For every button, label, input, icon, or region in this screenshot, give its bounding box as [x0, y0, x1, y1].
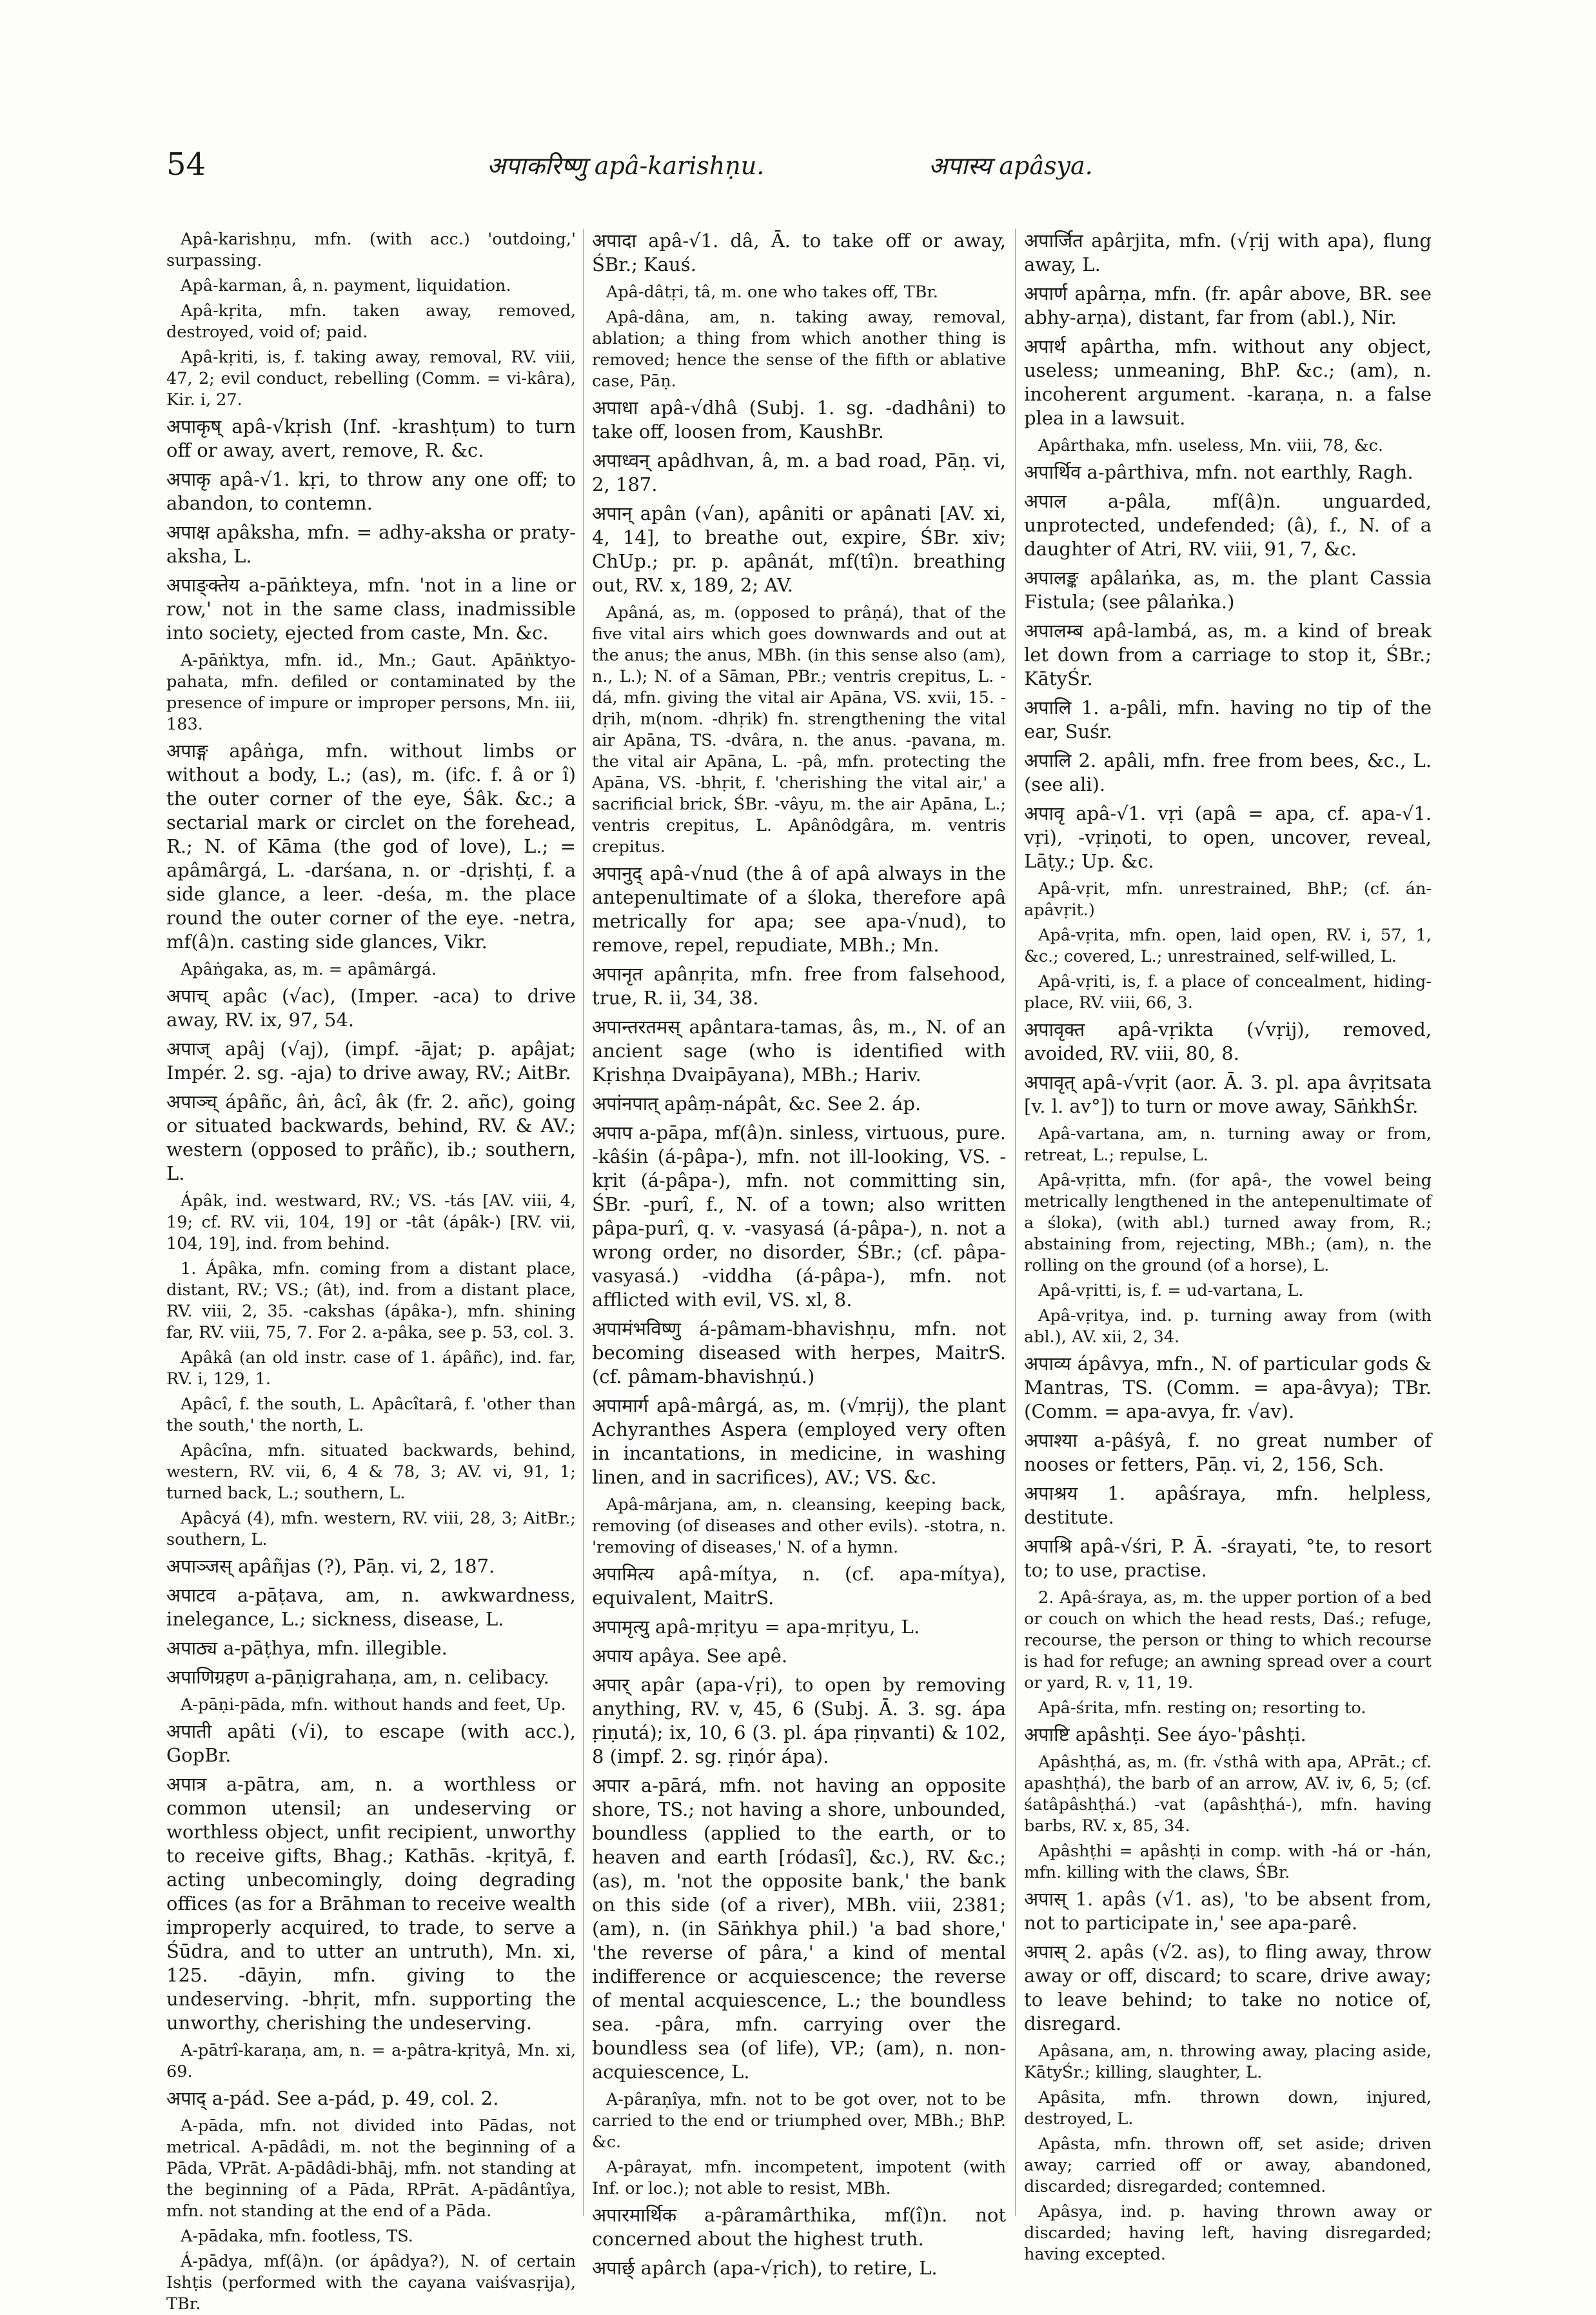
dictionary-entry: A-pādaka, mfn. footless, TS. [181, 2227, 413, 2246]
dictionary-entry: Apâṅgaka, as, m. = apâmârgá. [181, 960, 437, 979]
dictionary-entry: Apâ-vṛiti, is, f. a place of concealment, hiding-place, RV. viii, 66, 3. [1024, 972, 1432, 1013]
dictionary-entry: Apâ-vṛit, mfn. unrestrained, BhP.; (cf. án-apâvṛit.) [1024, 879, 1432, 920]
dictionary-entry: Apâ-vartana, am, n. turning away or from, retreat, L.; repulse, L. [1024, 1124, 1432, 1165]
dictionary-entry: अपान्तरतमस् apântara-tamas, âs, m., N. of an ancient sage (who is identified with Kṛishṇa Dvaipāyana), MBh.; Hariv. [592, 1016, 1006, 1086]
dictionary-entry: Apâ-vṛitta, mfn. (for apâ-, the vowel being metrically lengthened in the antepenultimate of a śloka), (with abl.) turned away from, R.; abstaining from, rejecting, MBh.; (am), n. the rolling on the ground (of a horse), L. [1024, 1171, 1432, 1275]
dictionary-entry: अपाज् apâj (√aj), (impf. -ājat; p. apâjat; Impér. 2. sg. -aja) to drive away, RV.; AitBr. [166, 1038, 576, 1084]
dictionary-entry: अपावृ apâ-√1. vṛi (apâ = apa, cf. apa-√1. vṛi), -vṛiṇoti, to open, uncover, reveal, Lāṭy.; Up. &c. [1024, 802, 1432, 872]
dictionary-entry: A-pāṅktya, mfn. id., Mn.; Gaut. Apāṅktyo-pahata, mfn. defiled or contaminated by the presence of impure or improper persons, Mn. iii, 183. [166, 651, 576, 734]
running-head-left: अपाकरिष्णु apâ-karishṇu. [487, 152, 765, 180]
dictionary-entry: A-pârayat, mfn. incompetent, impotent (with Inf. or loc.); not able to resist, MBh. [592, 2158, 1006, 2198]
column-1 [166, 229, 576, 2314]
dictionary-entry: अपालि 2. apâli, mfn. free from bees, &c., L. (see ali). [1024, 750, 1432, 795]
dictionary-entry: Apâ-vṛitti, is, f. = ud-vartana, L. [1038, 1281, 1304, 1300]
dictionary-entry: अपामृत्यु apâ-mṛityu = apa-mṛityu, L. [592, 1616, 920, 1638]
dictionary-entry: Apâsta, mfn. thrown off, set aside; driven away; carried off or away, abandoned, discarded; disregarded; contemned. [1024, 2134, 1432, 2196]
dictionary-entry: Apâ-karishṇu, mfn. (with acc.) 'outdoing,' surpassing. [166, 230, 576, 270]
dictionary-entry: 2. Apâ-śraya, as, m. the upper portion of a bed or couch on which the head rests, Daś.; refuge, recourse, the person or thing to which recourse is had for refuge; an awning spread over a court or yard, R. v, 11, 19. [1024, 1588, 1432, 1693]
dictionary-entry: अपाधा apâ-√dhâ (Subj. 1. sg. -dadhâni) to take off, loosen from, KaushBr. [592, 397, 1006, 442]
dictionary-entry: अपास् 1. apâs (√1. as), 'to be absent from, not to participate in,' see apa-parê. [1024, 1888, 1432, 1934]
dictionary-entry: Apâ-dâna, am, n. taking away, removal, ablation; a thing from which another thing is removed; hence the sense of the fifth or ablative case, Pāṇ. [592, 308, 1006, 391]
dictionary-entry: अपाय apâya. See apê. [592, 1645, 788, 1667]
dictionary-entry: अपार् apâr (apa-√ṛi), to open by removing anything, RV. v, 45, 6 (Subj. Ā. 3. sg. ápa ṛiṇutá); ix, 10, 6 (3. pl. ápa ṛiṇvanti) & 102, 8 (impf. 2. sg. ṛiṇór ápa). [592, 1674, 1006, 1767]
dictionary-entry: Apâsana, am, n. throwing away, placing aside, KātyŚr.; killing, slaughter, L. [1024, 2042, 1432, 2082]
dictionary-entry: अपाकृष् apâ-√kṛish (Inf. -krashṭum) to turn off or away, avert, remove, R. &c. [166, 415, 576, 461]
dictionary-entry: अपाञ्च् ápâñc, âṅ, âcî, âk (fr. 2. añc), going or situated backwards, behind, RV. & AV.; western (opposed to prâñc), ib.; southern, L. [166, 1091, 576, 1184]
dictionary-entry: अपावृक्त apâ-vṛikta (√vṛij), removed, avoided, RV. viii, 80, 8. [1024, 1018, 1432, 1064]
dictionary-entry: A-pātrî-karaṇa, am, n. = a-pâtra-kṛityâ, Mn. xi, 69. [166, 2041, 576, 2082]
dictionary-entry: अपाङ्क्तेय a-pāṅkteya, mfn. 'not in a line or row,' not in the same class, inadmissible into society, ejected from caste, Mn. &c. [166, 574, 576, 644]
dictionary-entry: Apâsita, mfn. thrown down, injured, destroyed, L. [1024, 2088, 1432, 2129]
dictionary-entry: Apâcî, f. the south, L. Apâcîtarâ, f. 'other than the south,' the north, L. [166, 1395, 576, 1435]
dictionary-entry: Apâ-vṛita, mfn. open, laid open, RV. i, 57, 1, &c.; covered, L.; unrestrained, self-willed, L. [1024, 926, 1432, 966]
dictionary-entry: अपालम्ब apâ-lambá, as, m. a kind of break let down from a carriage to stop it, ŚBr.; KātyŚr. [1024, 620, 1432, 690]
dictionary-entry: Apâcyá (4), mfn. western, RV. viii, 28, 3; AitBr.; southern, L. [166, 1509, 576, 1549]
dictionary-entry: अपालङ्क apâlaṅka, as, m. the plant Cassia Fistula; (see pâlaṅka.) [1024, 567, 1432, 613]
dictionary-entry: अपाध्वन् apâdhvan, â, m. a bad road, Pāṇ. vi, 2, 187. [592, 450, 1006, 495]
dictionary-entry: अपार a-pārá, mfn. not having an opposite shore, TS.; not having a shore, unbounded, boundless (applied to the earth, or to heaven and earth [ródasî], &c.), RV. &c.; (as), m. 'not the opposite bank,' the bank on this side (of a river), MBh. viii, 2381; (am), n. (in Sāṅkhya phil.) 'a bad shore,' 'the reverse of pâra,' a kind of mental indifference or acquiescence; the reverse of mental acquiescence, L.; the boundless sea. -pâra, mfn. carrying over the boundless sea (of life), VP.; (am), n. non-acquiescence, L. [592, 1774, 1006, 2083]
dictionary-entry: A-pâraṇîya, mfn. not to be got over, not to be carried to the end or triumphed over, MBh.; BhP. &c. [592, 2090, 1006, 2152]
dictionary-entry: अपान् apân (√an), apâniti or apânati [AV. xi, 4, 14], to breathe out, expire, ŚBr. xiv; ChUp.; pr. p. apânát, mf(tî)n. breathing out, RV. x, 189, 2; AV. [592, 502, 1006, 596]
column-divider [583, 229, 584, 2216]
dictionary-entry: अपाश्रि apâ-√śri, P. Ā. -śrayati, °te, to resort to; to use, practise. [1024, 1535, 1432, 1581]
dictionary-entry: अपाद् a-pád. See a-pád, p. 49, col. 2. [166, 2087, 499, 2109]
dictionary-entry: अपार्थ apârtha, mfn. without any object, useless; unmeaning, BhP. &c.; (am), n. incoherent argument. -karaṇa, n. a false plea in a lawsuit. [1024, 335, 1432, 429]
dictionary-entry: Apâ-mârjana, am, n. cleansing, keeping back, removing (of diseases and other evils). -stotra, n. 'removing of diseases,' N. of a hymn. [592, 1495, 1006, 1557]
dictionary-entry: अपाक्ष apâksha, mfn. = adhy-aksha or praty-aksha, L. [166, 521, 576, 567]
dictionary-entry: अपारमार्थिक a-pâramârthika, mf(î)n. not concerned about the highest truth. [592, 2204, 1006, 2250]
dictionary-entry: Apâshṭhi = apâshṭi in comp. with -há or -hán, mfn. killing with the claws, ŚBr. [1024, 1842, 1432, 1882]
dictionary-entry: Apâ-vṛitya, ind. p. turning away from (with abl.), AV. xii, 2, 34. [1024, 1306, 1432, 1347]
column-3 [1024, 229, 1432, 2264]
dictionary-entry: अपार्थिव a-pârthiva, mfn. not earthly, Ragh. [1024, 461, 1414, 483]
dictionary-entry: Apâcîna, mfn. situated backwards, behind, western, RV. vii, 6, 4 & 78, 3; AV. vi, 91, 1; turned back, L.; southern, L. [166, 1441, 576, 1503]
column-2 [592, 229, 1006, 2279]
dictionary-entry: अपास् 2. apâs (√2. as), to fling away, throw away or off, discard; to scare, drive away; to leave behind; to take no notice of, disregard. [1024, 1941, 1432, 2034]
dictionary-entry: A-pāṇi-pāda, mfn. without hands and feet, Up. [181, 1695, 566, 1714]
dictionary-entry: अपांनपात् apâṃ-nápât, &c. See 2. áp. [592, 1093, 921, 1115]
dictionary-entry: अपाङ्ग apâṅga, mfn. without limbs or without a body, L.; (as), m. (ifc. f. â or î) the outer corner of the eye, Śâk. &c.; a sectarial mark or circlet on the forehead, R.; N. of Kāma (the god of love), L.; = apâmârgá, L. -darśana, n. or -dṛishṭi, f. a side glance, a leer. -deśa, m. the place round the outer corner of the eye. -netra, mf(â)n. casting side glances, Vikr. [166, 740, 576, 953]
dictionary-entry: Apâkâ (an old instr. case of 1. ápâñc), ind. far, RV. i, 129, 1. [166, 1348, 576, 1389]
dictionary-entry: Apârthaka, mfn. useless, Mn. viii, 78, &c. [1038, 436, 1383, 455]
dictionary-entry: अपात्र a-pātra, am, n. a worthless or common utensil; an undeserving or worthless object, unfit recipient, unworthy to receive gifts, Bhag.; Kathās. -kṛityā, f. acting unbecomingly, doing degrading offices (as for a Brāhman to receive wealth improperly acquired, to trade, to serve a Śūdra, and to utter an untruth), Mn. xi, 125. -dāyin, mfn. giving to the undeserving. -bhṛit, mfn. supporting the unworthy, cherishing the undeserving. [166, 1773, 576, 2034]
dictionary-entry: अपाच् apâc (√ac), (Imper. -aca) to drive away, RV. ix, 97, 54. [166, 985, 576, 1031]
dictionary-entry: अपामंभविष्णु á-pâmam-bhavishṇu, mfn. not becoming diseased with herpes, MaitrS. (cf. pâmam-bhavishṇú.) [592, 1318, 1006, 1387]
dictionary-entry: अपाष्टि apâshṭi. See áyo-'pâshṭi. [1024, 1724, 1306, 1745]
dictionary-entry: अपाटव a-pāṭava, am, n. awkwardness, inelegance, L.; sickness, disease, L. [166, 1584, 576, 1630]
dictionary-entry: अपाश्या a-pâśyâ, f. no great number of nooses or fetters, Pāṇ. vi, 2, 156, Sch. [1024, 1429, 1432, 1475]
dictionary-entry: Apâ-dâtṛi, tâ, m. one who takes off, TBr. [606, 283, 938, 302]
dictionary-entry: Apâshṭhá, as, m. (fr. √sthâ with apa, APrāt.; cf. apashṭhá), the barb of an arrow, AV. iv, 6, 5; (cf. śatâpâshṭhá.) -vat (apâshṭhá-), mfn. having barbs, RV. x, 85, 34. [1024, 1753, 1432, 1836]
dictionary-entry: Apâná, as, m. (opposed to prâṇá), that of the five vital airs which goes downwards and out at the anus; the anus, MBh. (in this sense also (am), n., L.); N. of a Sāman, PBr.; ventris crepitus, L. -dá, mfn. giving the vital air Apāna, VS. xvii, 15. -dṛih, m(nom. -dhṛik) fn. strengthening the vital air Apāna, TS. -dvâra, n. the anus. -pavana, m. the vital air Apāna, L. -pâ, mfn. protecting the Apāna, VS. -bhṛit, f. 'cherishing the vital air,' a sacrificial brick, ŚBr. -vâyu, m. the air Apāna, L.; ventris crepitus, L. Apânôdgâra, m. ventris crepitus. [592, 603, 1006, 857]
dictionary-entry: अपार्जित apârjita, mfn. (√ṛij with apa), flung away, L. [1024, 230, 1432, 275]
dictionary-entry: Apâ-kṛiti, is, f. taking away, removal, RV. viii, 47, 2; evil conduct, rebelling (Comm. = vi-kâra), Kir. i, 27. [166, 348, 576, 410]
dictionary-entry: अपानृत apânṛita, mfn. free from falsehood, true, R. ii, 34, 38. [592, 963, 1006, 1009]
dictionary-entry: Apâ-śrita, mfn. resting on; resorting to. [1038, 1698, 1366, 1718]
dictionary-entry: अपाञ्जस् apâñjas (?), Pāṇ. vi, 2, 187. [166, 1555, 495, 1577]
dictionary-entry: Apâ-kṛita, mfn. taken away, removed, destroyed, void of; paid. [166, 301, 576, 342]
dictionary-entry: Apâ-karman, â, n. payment, liquidation. [181, 276, 511, 295]
dictionary-entry: Ápâk, ind. westward, RV.; VS. -tás [AV. viii, 4, 19; cf. RV. vii, 104, 19] or -tât (ápâk-) [RV. vii, 104, 19], ind. from behind. [166, 1191, 576, 1253]
dictionary-entry: अपाल a-pâla, mf(â)n. unguarded, unprotected, undefended; (â), f., N. of a daughter of Atri, RV. viii, 91, 7, &c. [1024, 490, 1432, 560]
dictionary-entry: अपामित्य apâ-mítya, n. (cf. apa-mítya), equivalent, MaitrS. [592, 1563, 1006, 1609]
column-divider [1015, 229, 1016, 2216]
dictionary-entry: अपादा apâ-√1. dâ, Ā. to take off or away, ŚBr.; Kauś. [592, 230, 1006, 275]
dictionary-entry: अपाती apâti (√i), to escape (with acc.), GopBr. [166, 1720, 576, 1766]
dictionary-entry: अपार्ण apârṇa, mfn. (fr. apâr above, BR. see abhy-arṇa), distant, far from (abl.), Nir. [1024, 283, 1432, 328]
dictionary-entry: A-pāda, mfn. not divided into Pādas, not metrical. A-pādâdi, m. not the beginning of a Pāda, VPrāt. A-pādâdi-bhāj, mfn. not standing at the beginning of a Pāda, RPrāt. A-pādântîya, mfn. not standing at the end of a Pāda. [166, 2116, 576, 2221]
page-header [0, 145, 1596, 190]
page-number: 54 [166, 146, 206, 183]
dictionary-entry: अपाठ्य a-pāṭhya, mfn. illegible. [166, 1637, 448, 1659]
dictionary-entry: 1. Ápâka, mfn. coming from a distant place, distant, RV.; VS.; (ât), ind. from a distant place, RV. viii, 2, 35. -cakshas (ápâka-), mfn. shining far, RV. viii, 75, 7. For 2. a-pâka, see p. 53, col. 3. [166, 1259, 576, 1342]
dictionary-entry: Á-pādya, mf(â)n. (or ápâdya?), N. of certain Ishṭis (performed with the cayana vaiśvasṛija), TBr. [166, 2252, 576, 2314]
dictionary-entry: अपानुद् apâ-√nud (the â of apâ always in the antepenultimate of a śloka, therefore apâ metrically for apa; see apa-√nud), to remove, repel, repudiate, MBh.; Mn. [592, 862, 1006, 956]
dictionary-entry: Apâsya, ind. p. having thrown away or discarded; having left, having disregarded; having excepted. [1024, 2202, 1432, 2264]
dictionary-entry: अपाणिग्रहण a-pāṇigrahaṇa, am, n. celibacy. [166, 1666, 549, 1688]
dictionary-entry: अपाव्य ápâvya, mfn., N. of particular gods & Mantras, TS. (Comm. = apa-âvya); TBr. (Comm. = apa-avya, fr. √av). [1024, 1353, 1432, 1422]
dictionary-entry: अपाप a-pāpa, mf(â)n. sinless, virtuous, pure. -kâśin (á-pâpa-), mfn. not ill-looking, VS. -kṛit (á-pâpa-), mfn. not committing sin, ŚBr. -purî, f., N. of a town; also written pâpa-purî, q. v. -vasyasá (á-pâpa-), n. not a wrong order, no disorder, ŚBr.; (cf. pâpa-vasyasá.) -viddha (á-pâpa-), mfn. not afflicted with evil, VS. xl, 8. [592, 1122, 1006, 1311]
dictionary-entry: अपामार्ग apâ-mârgá, as, m. (√mṛij), the plant Achyranthes Aspera (employed very often in incantations, in medicine, in washing linen, and in sacrifices), AV.; VS. &c. [592, 1395, 1006, 1488]
dictionary-entry: अपार्छ् apârch (apa-√ṛich), to retire, L. [592, 2257, 938, 2279]
dictionary-entry: अपाकृ apâ-√1. kṛi, to throw any one off; to abandon, to contemn. [166, 468, 576, 514]
running-head-right: अपास्य apâsya. [929, 152, 1093, 180]
dictionary-entry: अपाश्रय 1. apâśraya, mfn. helpless, destitute. [1024, 1482, 1432, 1528]
dictionary-entry: अपालि 1. a-pâli, mfn. having no tip of the ear, Suśr. [1024, 697, 1432, 742]
dictionary-entry: अपावृत् apâ-√vṛit (aor. Ā. 3. pl. apa âvṛitsata [v. l. av°]) to turn or move away, SāṅkhŚr. [1024, 1071, 1432, 1117]
